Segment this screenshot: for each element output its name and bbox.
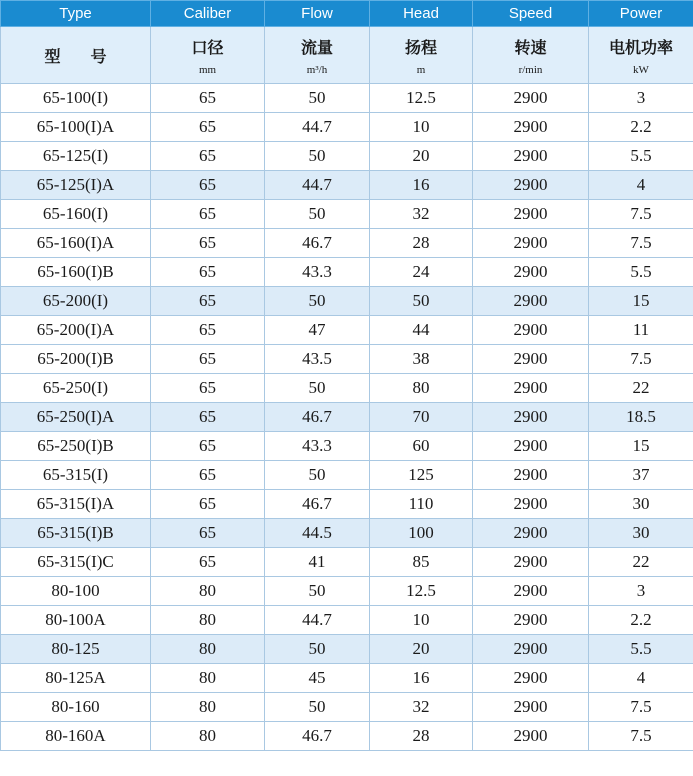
cell-caliber: 65 [151,548,265,577]
cell-type: 80-160 [1,693,151,722]
cell-power: 5.5 [589,142,693,171]
cell-speed: 2900 [473,548,589,577]
cell-head: 16 [370,171,473,200]
table-row [1,287,693,316]
cell-caliber: 65 [151,461,265,490]
cell-type: 65-160(I)B [1,258,151,287]
cell-caliber: 65 [151,229,265,258]
cell-type: 65-100(I) [1,84,151,113]
cell-speed: 2900 [473,316,589,345]
cell-speed: 2900 [473,84,589,113]
cell-head: 80 [370,374,473,403]
cell-type: 65-200(I) [1,287,151,316]
cell-speed: 2900 [473,664,589,693]
table-row [1,200,693,229]
cell-speed: 2900 [473,113,589,142]
cell-caliber: 65 [151,142,265,171]
cell-caliber: 65 [151,432,265,461]
cell-flow: 45 [265,664,370,693]
header-power: Power [589,1,693,27]
cell-type: 65-315(I)A [1,490,151,519]
cell-head: 24 [370,258,473,287]
cell-caliber: 65 [151,490,265,519]
unit-power: kW [633,63,649,76]
cell-flow: 46.7 [265,722,370,751]
cell-speed: 2900 [473,200,589,229]
cell-type: 80-160A [1,722,151,751]
cell-caliber: 80 [151,577,265,606]
english-header-row [1,1,693,27]
table-row [1,374,693,403]
unit-caliber: mm [198,63,217,76]
cell-type: 65-315(I)B [1,519,151,548]
cell-caliber: 65 [151,258,265,287]
cell-head: 44 [370,316,473,345]
cell-flow: 50 [265,142,370,171]
cell-head: 38 [370,345,473,374]
header-flow: Flow [265,1,370,27]
cell-power: 3 [589,577,693,606]
cell-head: 28 [370,722,473,751]
cell-flow: 44.7 [265,113,370,142]
table-row [1,229,693,258]
header-cn-head [370,27,473,84]
cell-head: 12.5 [370,84,473,113]
cell-flow: 44.7 [265,606,370,635]
cell-power: 30 [589,519,693,548]
table-row [1,142,693,171]
unit-flow: m³/h [306,63,328,76]
cell-speed: 2900 [473,432,589,461]
header-cn-speed [473,27,589,84]
cell-speed: 2900 [473,490,589,519]
cell-type: 65-315(I) [1,461,151,490]
header-caliber: Caliber [151,1,265,27]
cell-type: 80-100 [1,577,151,606]
cell-power: 4 [589,171,693,200]
cell-power: 11 [589,316,693,345]
cell-type: 80-125 [1,635,151,664]
cell-type: 65-160(I) [1,200,151,229]
cell-head: 32 [370,200,473,229]
cell-caliber: 80 [151,722,265,751]
cell-head: 85 [370,548,473,577]
table-row [1,548,693,577]
table-row [1,606,693,635]
cell-head: 28 [370,229,473,258]
cell-speed: 2900 [473,519,589,548]
header-cn-flow [265,27,370,84]
cell-power: 7.5 [589,345,693,374]
cell-flow: 43.3 [265,432,370,461]
cell-speed: 2900 [473,606,589,635]
cell-type: 80-125A [1,664,151,693]
table-row [1,403,693,432]
cell-speed: 2900 [473,171,589,200]
cell-speed: 2900 [473,142,589,171]
cell-power: 4 [589,664,693,693]
cell-flow: 50 [265,461,370,490]
cell-power: 3 [589,84,693,113]
cell-caliber: 65 [151,403,265,432]
header-cn-caliber-label: 口径 [191,37,224,57]
cell-caliber: 80 [151,606,265,635]
cell-flow: 47 [265,316,370,345]
cell-speed: 2900 [473,345,589,374]
cell-head: 60 [370,432,473,461]
cell-type: 65-250(I)B [1,432,151,461]
chinese-header-row [1,27,693,84]
cell-head: 70 [370,403,473,432]
header-cn-caliber [151,27,265,84]
cell-power: 22 [589,548,693,577]
cell-power: 22 [589,374,693,403]
cell-caliber: 80 [151,693,265,722]
cell-head: 20 [370,142,473,171]
cell-type: 65-160(I)A [1,229,151,258]
unit-speed: r/min [518,63,543,76]
cell-speed: 2900 [473,403,589,432]
cell-speed: 2900 [473,722,589,751]
header-cn-speed-label: 转速 [514,37,547,57]
cell-caliber: 65 [151,374,265,403]
header-cn-power-label: 电机功率 [608,37,673,57]
cell-flow: 50 [265,635,370,664]
header-cn-type-label: 型号 [44,46,137,66]
cell-flow: 46.7 [265,229,370,258]
header-type: Type [1,1,151,27]
cell-flow: 43.5 [265,345,370,374]
cell-head: 50 [370,287,473,316]
unit-head: m [416,63,426,76]
cell-power: 7.5 [589,229,693,258]
header-cn-type [1,27,151,84]
cell-head: 10 [370,113,473,142]
cell-flow: 50 [265,287,370,316]
header-head: Head [370,1,473,27]
table-row [1,84,693,113]
table-row [1,432,693,461]
cell-speed: 2900 [473,635,589,664]
cell-power: 7.5 [589,693,693,722]
cell-type: 65-125(I) [1,142,151,171]
cell-speed: 2900 [473,693,589,722]
table-body [1,84,693,751]
cell-caliber: 65 [151,287,265,316]
table-row [1,519,693,548]
cell-power: 15 [589,432,693,461]
table-row [1,664,693,693]
header-speed: Speed [473,1,589,27]
cell-caliber: 80 [151,635,265,664]
header-cn-power [589,27,693,84]
table-row [1,490,693,519]
cell-caliber: 65 [151,171,265,200]
cell-caliber: 65 [151,113,265,142]
cell-power: 7.5 [589,200,693,229]
table-row [1,461,693,490]
cell-flow: 50 [265,693,370,722]
header-cn-head-label: 扬程 [404,37,437,57]
cell-type: 65-250(I)A [1,403,151,432]
cell-caliber: 65 [151,316,265,345]
cell-flow: 43.3 [265,258,370,287]
cell-head: 12.5 [370,577,473,606]
cell-power: 2.2 [589,113,693,142]
cell-caliber: 80 [151,664,265,693]
table-row [1,316,693,345]
cell-speed: 2900 [473,577,589,606]
table-row [1,693,693,722]
cell-head: 110 [370,490,473,519]
cell-caliber: 65 [151,84,265,113]
table-row [1,113,693,142]
cell-flow: 50 [265,374,370,403]
cell-power: 5.5 [589,635,693,664]
cell-head: 100 [370,519,473,548]
cell-speed: 2900 [473,229,589,258]
table-row [1,577,693,606]
cell-type: 65-200(I)A [1,316,151,345]
cell-flow: 44.5 [265,519,370,548]
cell-flow: 46.7 [265,490,370,519]
table-row [1,171,693,200]
header-cn-flow-label: 流量 [300,37,333,57]
table-row [1,722,693,751]
cell-caliber: 65 [151,345,265,374]
cell-caliber: 65 [151,200,265,229]
cell-power: 5.5 [589,258,693,287]
cell-flow: 44.7 [265,171,370,200]
cell-power: 7.5 [589,722,693,751]
cell-type: 65-200(I)B [1,345,151,374]
table-row [1,345,693,374]
cell-speed: 2900 [473,461,589,490]
cell-head: 20 [370,635,473,664]
cell-type: 80-100A [1,606,151,635]
table-row [1,635,693,664]
cell-head: 125 [370,461,473,490]
cell-speed: 2900 [473,258,589,287]
cell-type: 65-315(I)C [1,548,151,577]
cell-flow: 41 [265,548,370,577]
cell-head: 10 [370,606,473,635]
cell-speed: 2900 [473,287,589,316]
cell-power: 18.5 [589,403,693,432]
cell-power: 2.2 [589,606,693,635]
cell-flow: 46.7 [265,403,370,432]
cell-type: 65-100(I)A [1,113,151,142]
cell-flow: 50 [265,200,370,229]
table-row [1,258,693,287]
cell-caliber: 65 [151,519,265,548]
cell-type: 65-250(I) [1,374,151,403]
cell-power: 37 [589,461,693,490]
cell-flow: 50 [265,577,370,606]
cell-power: 15 [589,287,693,316]
cell-flow: 50 [265,84,370,113]
cell-type: 65-125(I)A [1,171,151,200]
cell-speed: 2900 [473,374,589,403]
cell-head: 16 [370,664,473,693]
cell-head: 32 [370,693,473,722]
cell-power: 30 [589,490,693,519]
